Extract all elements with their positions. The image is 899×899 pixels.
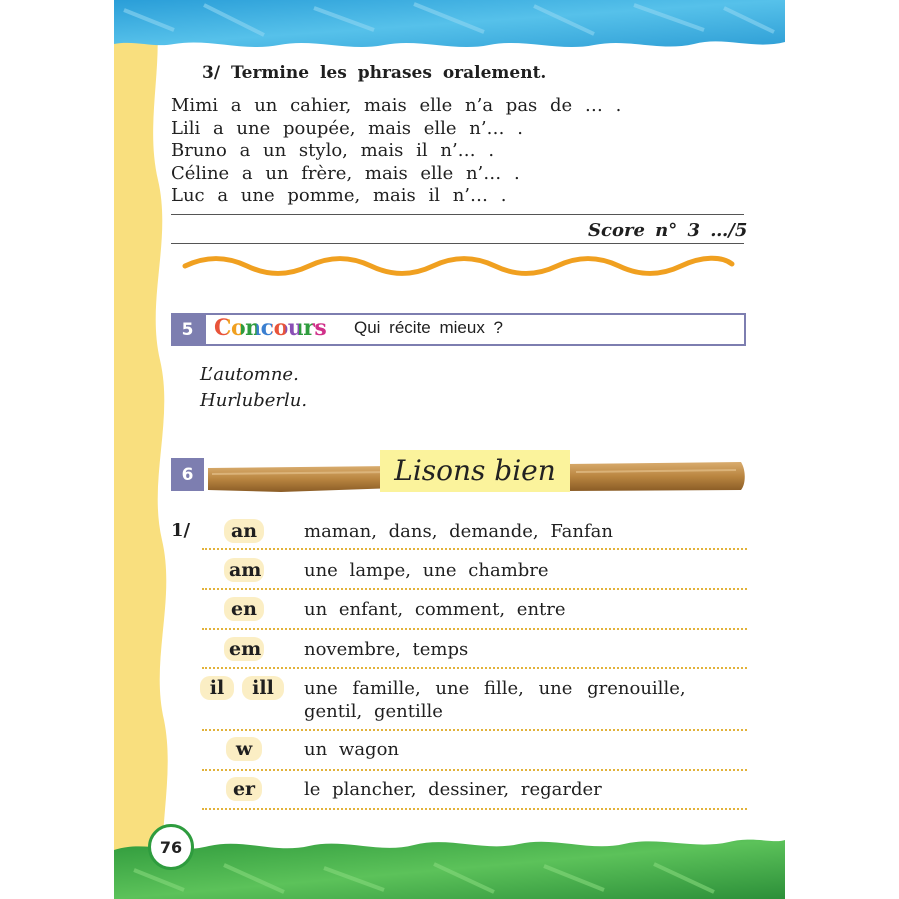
- example-words: gentil, gentille: [304, 701, 443, 722]
- phrase: Bruno a un stylo, mais il n’… .: [171, 140, 495, 161]
- dotted-line: [202, 667, 747, 669]
- example-words: un wagon: [304, 739, 399, 760]
- phrase: Céline a un frère, mais elle n’… .: [171, 162, 520, 184]
- concours-box: [204, 313, 746, 346]
- phrase: Lili a une poupée, mais elle n’… .: [171, 117, 523, 139]
- score-label: Score n° 3 …/5: [588, 220, 748, 241]
- bottom-green-band: [114, 820, 785, 899]
- example-words: novembre, temps: [304, 639, 469, 660]
- example-words: un enfant, comment, entre: [304, 599, 566, 620]
- poem-title: L’automne.: [200, 364, 299, 385]
- exercise-3-phrases: [171, 95, 621, 208]
- sound-label: en: [224, 597, 264, 621]
- sound-label: er: [226, 777, 262, 801]
- phrase: Mimi a un cahier, mais elle n’a pas de … .: [171, 95, 622, 116]
- dotted-line: [202, 548, 747, 550]
- dotted-line: [202, 729, 747, 731]
- exercise-3-title: 3/ Termine les phrases oralement.: [202, 63, 547, 83]
- left-yellow-band: [114, 0, 174, 899]
- sound-label: ill: [242, 676, 284, 700]
- lisons-bien-title: Lisons bien: [380, 450, 570, 492]
- top-blue-band: [114, 0, 785, 60]
- sound-label: an: [224, 519, 264, 543]
- example-words: une lampe, une chambre: [304, 560, 549, 581]
- sound-label: am: [224, 558, 264, 582]
- divider: [171, 243, 744, 244]
- dotted-line: [202, 808, 747, 810]
- example-words: une famille, une fille, une grenouille,: [304, 678, 686, 699]
- poem-list: [200, 362, 307, 414]
- textbook-page: [114, 0, 785, 899]
- concours-question: Qui récite mieux ?: [354, 318, 503, 337]
- orange-wave-divider: [181, 254, 736, 278]
- example-words: maman, dans, demande, Fanfan: [304, 521, 613, 542]
- poem-title: Hurluberlu.: [200, 390, 308, 411]
- section-6-number: 6: [171, 458, 204, 491]
- concours-logo: Concours: [214, 315, 327, 341]
- example-words: le plancher, dessiner, regarder: [304, 779, 602, 800]
- dotted-line: [202, 628, 747, 630]
- sound-label: w: [226, 737, 262, 761]
- divider: [171, 214, 744, 215]
- sound-label: em: [224, 637, 264, 661]
- page-number: 76: [148, 824, 194, 870]
- phrase: Luc a une pomme, mais il n’… .: [171, 185, 507, 206]
- exercise-1-number: 1/: [171, 520, 191, 541]
- dotted-line: [202, 588, 747, 590]
- dotted-line: [202, 769, 747, 771]
- section-5-number: 5: [171, 313, 204, 346]
- sound-label: il: [200, 676, 234, 700]
